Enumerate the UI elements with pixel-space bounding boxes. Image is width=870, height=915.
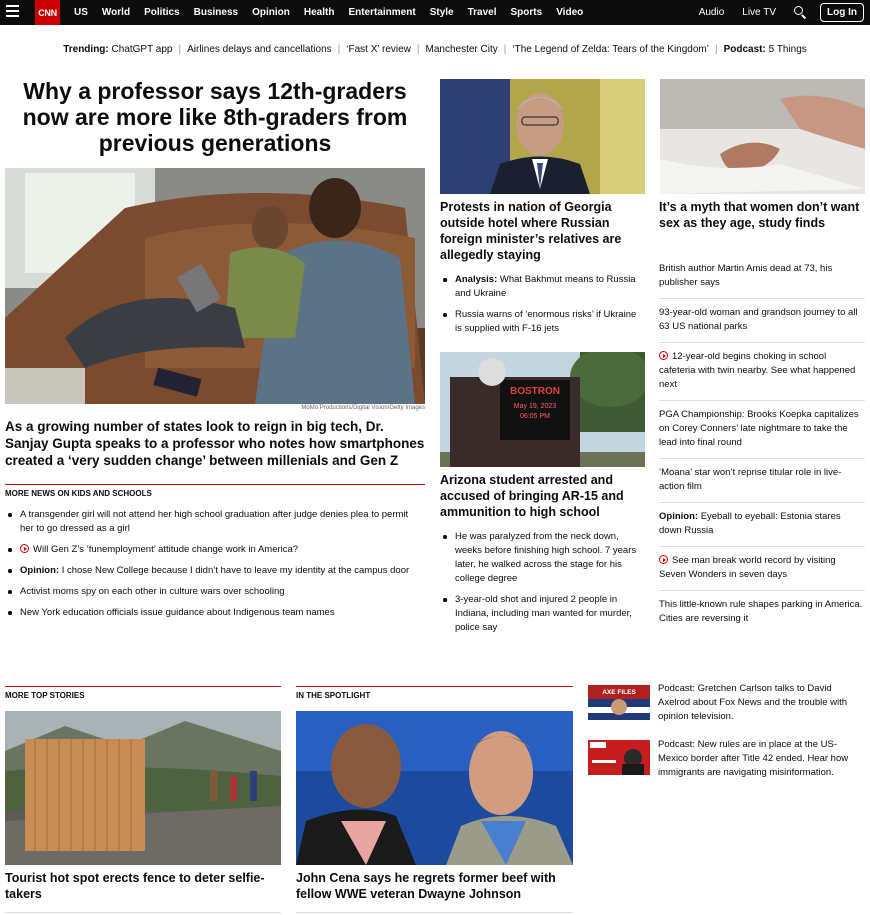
- fence-image[interactable]: [5, 711, 281, 865]
- sign-school-name: BOSTRON: [510, 386, 560, 397]
- list-item[interactable]: PGA Championship: Brooks Koepka capitalizes on Corey Conners’ late nightmare to take the lead into final round: [659, 408, 865, 459]
- cnn-logo[interactable]: CNN: [35, 0, 60, 25]
- more-news-label: MORE NEWS ON KIDS AND SCHOOLS: [5, 484, 425, 498]
- trending-item[interactable]: ‘The Legend of Zelda: Tears of the Kingdom’: [512, 44, 709, 55]
- play-icon: [20, 544, 29, 553]
- fence-headline[interactable]: Tourist hot spot erects fence to deter selfie-takers: [5, 871, 265, 901]
- right-headline-list: [659, 262, 865, 641]
- trending-item[interactable]: Manchester City: [425, 44, 498, 55]
- nav-right: [699, 0, 864, 25]
- list-item[interactable]: This little-known rule shapes parking in America. Cities are reversing it: [659, 599, 863, 624]
- lead-headline[interactable]: Why a professor says 12th-graders now are more like 8th-graders from previous generations: [22, 78, 408, 156]
- lead-image-credit: MoMo Productions/Digital Vision/Getty Images: [301, 405, 425, 411]
- axe-files-title: AXE FILES: [602, 689, 636, 696]
- list-item[interactable]: British author Martin Amis dead at 73, his publisher says: [659, 262, 865, 299]
- podcast-label: Podcast:: [723, 44, 766, 55]
- wwe-image[interactable]: [296, 711, 573, 865]
- more-news-list: [5, 508, 415, 627]
- border-podcast-thumbnail[interactable]: [588, 740, 650, 775]
- lead-image[interactable]: [5, 168, 425, 404]
- search-icon[interactable]: [794, 6, 808, 20]
- list-item[interactable]: 3-year-old shot and injured 2 people in Indiana, including man wanted for murder, police say: [440, 593, 645, 635]
- nav-link-business[interactable]: Business: [193, 7, 239, 18]
- list-item[interactable]: 93-year-old woman and grandson journey to all 63 US national parks: [659, 306, 865, 343]
- nav-link-opinion[interactable]: Opinion: [252, 7, 290, 18]
- trending-label: Trending:: [63, 44, 109, 55]
- lead-subhead[interactable]: As a growing number of states look to reign in big tech, Dr. Sanjay Gupta speaks to a professor who notes how smartphones created a ‘very sudden change’ between millenials and Gen Z: [5, 419, 425, 468]
- nav-link-entertainment[interactable]: Entertainment: [348, 7, 416, 18]
- list-item[interactable]: Analysis: What Bakhmut means to Russia and Ukraine: [440, 273, 645, 301]
- list-item[interactable]: See man break world record by visiting Seven Wonders in seven days: [659, 554, 865, 591]
- audio-link[interactable]: Audio: [698, 7, 725, 18]
- play-icon: [659, 351, 668, 360]
- list-item[interactable]: Opinion: I chose New College because I didn’t have to leave my identity at the campus door: [5, 564, 415, 578]
- myth-headline[interactable]: It’s a myth that women don’t want sex as they age, study finds: [659, 200, 860, 230]
- nav-link-health[interactable]: Health: [303, 7, 335, 18]
- georgia-headline[interactable]: Protests in nation of Georgia outside hotel where Russian foreign minister’s relatives are allegedly staying: [440, 200, 622, 262]
- list-item[interactable]: Opinion: Eyeball to eyeball: Estonia stares down Russia: [659, 510, 865, 547]
- nav-link-world[interactable]: World: [101, 7, 131, 18]
- top-navigation: [0, 0, 870, 25]
- menu-icon[interactable]: [6, 5, 19, 19]
- nav-link-style[interactable]: Style: [429, 7, 454, 18]
- list-item[interactable]: A transgender girl will not attend her high school graduation after judge denies plea to permit her to go dressed as a girl: [5, 508, 415, 536]
- trending-bar: Trending: ChatGPT app | Airlines delays and cancellations | ‘Fast X’ review | Manchester City | ‘The Legend of Zelda: Tears of the Kingdom’ | Podcast: 5 Things: [63, 44, 807, 55]
- nav-link-politics[interactable]: Politics: [144, 7, 180, 18]
- school-sign-image[interactable]: [440, 352, 645, 467]
- nav-link-travel[interactable]: Travel: [467, 7, 497, 18]
- wwe-headline[interactable]: John Cena says he regrets former beef with fellow WWE veteran Dwayne Johnson: [296, 871, 556, 901]
- list-item[interactable]: Activist moms spy on each other in culture wars over schooling: [5, 585, 415, 599]
- trending-item[interactable]: Airlines delays and cancellations: [187, 44, 332, 55]
- divider: [296, 912, 573, 913]
- list-item[interactable]: New York education officials issue guidance about Indigenous team names: [5, 606, 415, 620]
- podcast-axelrod-link[interactable]: Podcast: Gretchen Carlson talks to David Axelrod about Fox News and the trouble with opinion television.: [658, 683, 848, 722]
- lavrov-image[interactable]: [440, 79, 645, 194]
- trending-podcast[interactable]: 5 Things: [768, 44, 807, 55]
- georgia-bullets: [440, 273, 645, 343]
- list-item[interactable]: Will Gen Z’s ‘funemployment’ attitude change work in America?: [5, 543, 415, 557]
- divider: [5, 912, 281, 913]
- sign-date: May 19, 2023: [513, 403, 557, 410]
- axe-files-thumbnail[interactable]: [588, 685, 650, 720]
- spotlight-label: IN THE SPOTLIGHT: [296, 686, 573, 700]
- arizona-bullets: [440, 530, 645, 642]
- list-item[interactable]: 12-year-old begins choking in school cafeteria with twin nearby. See what happened next: [659, 350, 865, 401]
- sign-time: 06:05 PM: [520, 413, 550, 420]
- couple-hands-image[interactable]: [660, 79, 865, 194]
- podcast-border-link[interactable]: Podcast: New rules are in place at the US-Mexico border after Title 42 ended. Hear how immigrants are navigating misinformation.: [658, 739, 849, 778]
- list-item[interactable]: He was paralyzed from the neck down, weeks before finishing high school. 7 years later, he walked across the stage for his college degree: [440, 530, 645, 586]
- nav-link-video[interactable]: Video: [556, 7, 584, 18]
- nav-link-sports[interactable]: Sports: [510, 7, 543, 18]
- login-button[interactable]: Log In: [820, 3, 864, 22]
- list-item[interactable]: ‘Moana’ star won’t reprise titular role in live-action film: [659, 466, 865, 503]
- nav-link-us[interactable]: US: [74, 7, 88, 18]
- arizona-headline[interactable]: Arizona student arrested and accused of bringing AR-15 and ammunition to high school: [440, 473, 624, 519]
- nav-links: [74, 0, 597, 25]
- trending-item[interactable]: ‘Fast X’ review: [346, 44, 411, 55]
- live-tv-link[interactable]: Live TV: [742, 7, 776, 18]
- more-top-stories-label: MORE TOP STORIES: [5, 686, 281, 700]
- play-icon: [659, 555, 668, 564]
- trending-item[interactable]: ChatGPT app: [111, 44, 173, 55]
- list-item[interactable]: Russia warns of ‘enormous risks’ if Ukraine is supplied with F-16 jets: [440, 308, 645, 336]
